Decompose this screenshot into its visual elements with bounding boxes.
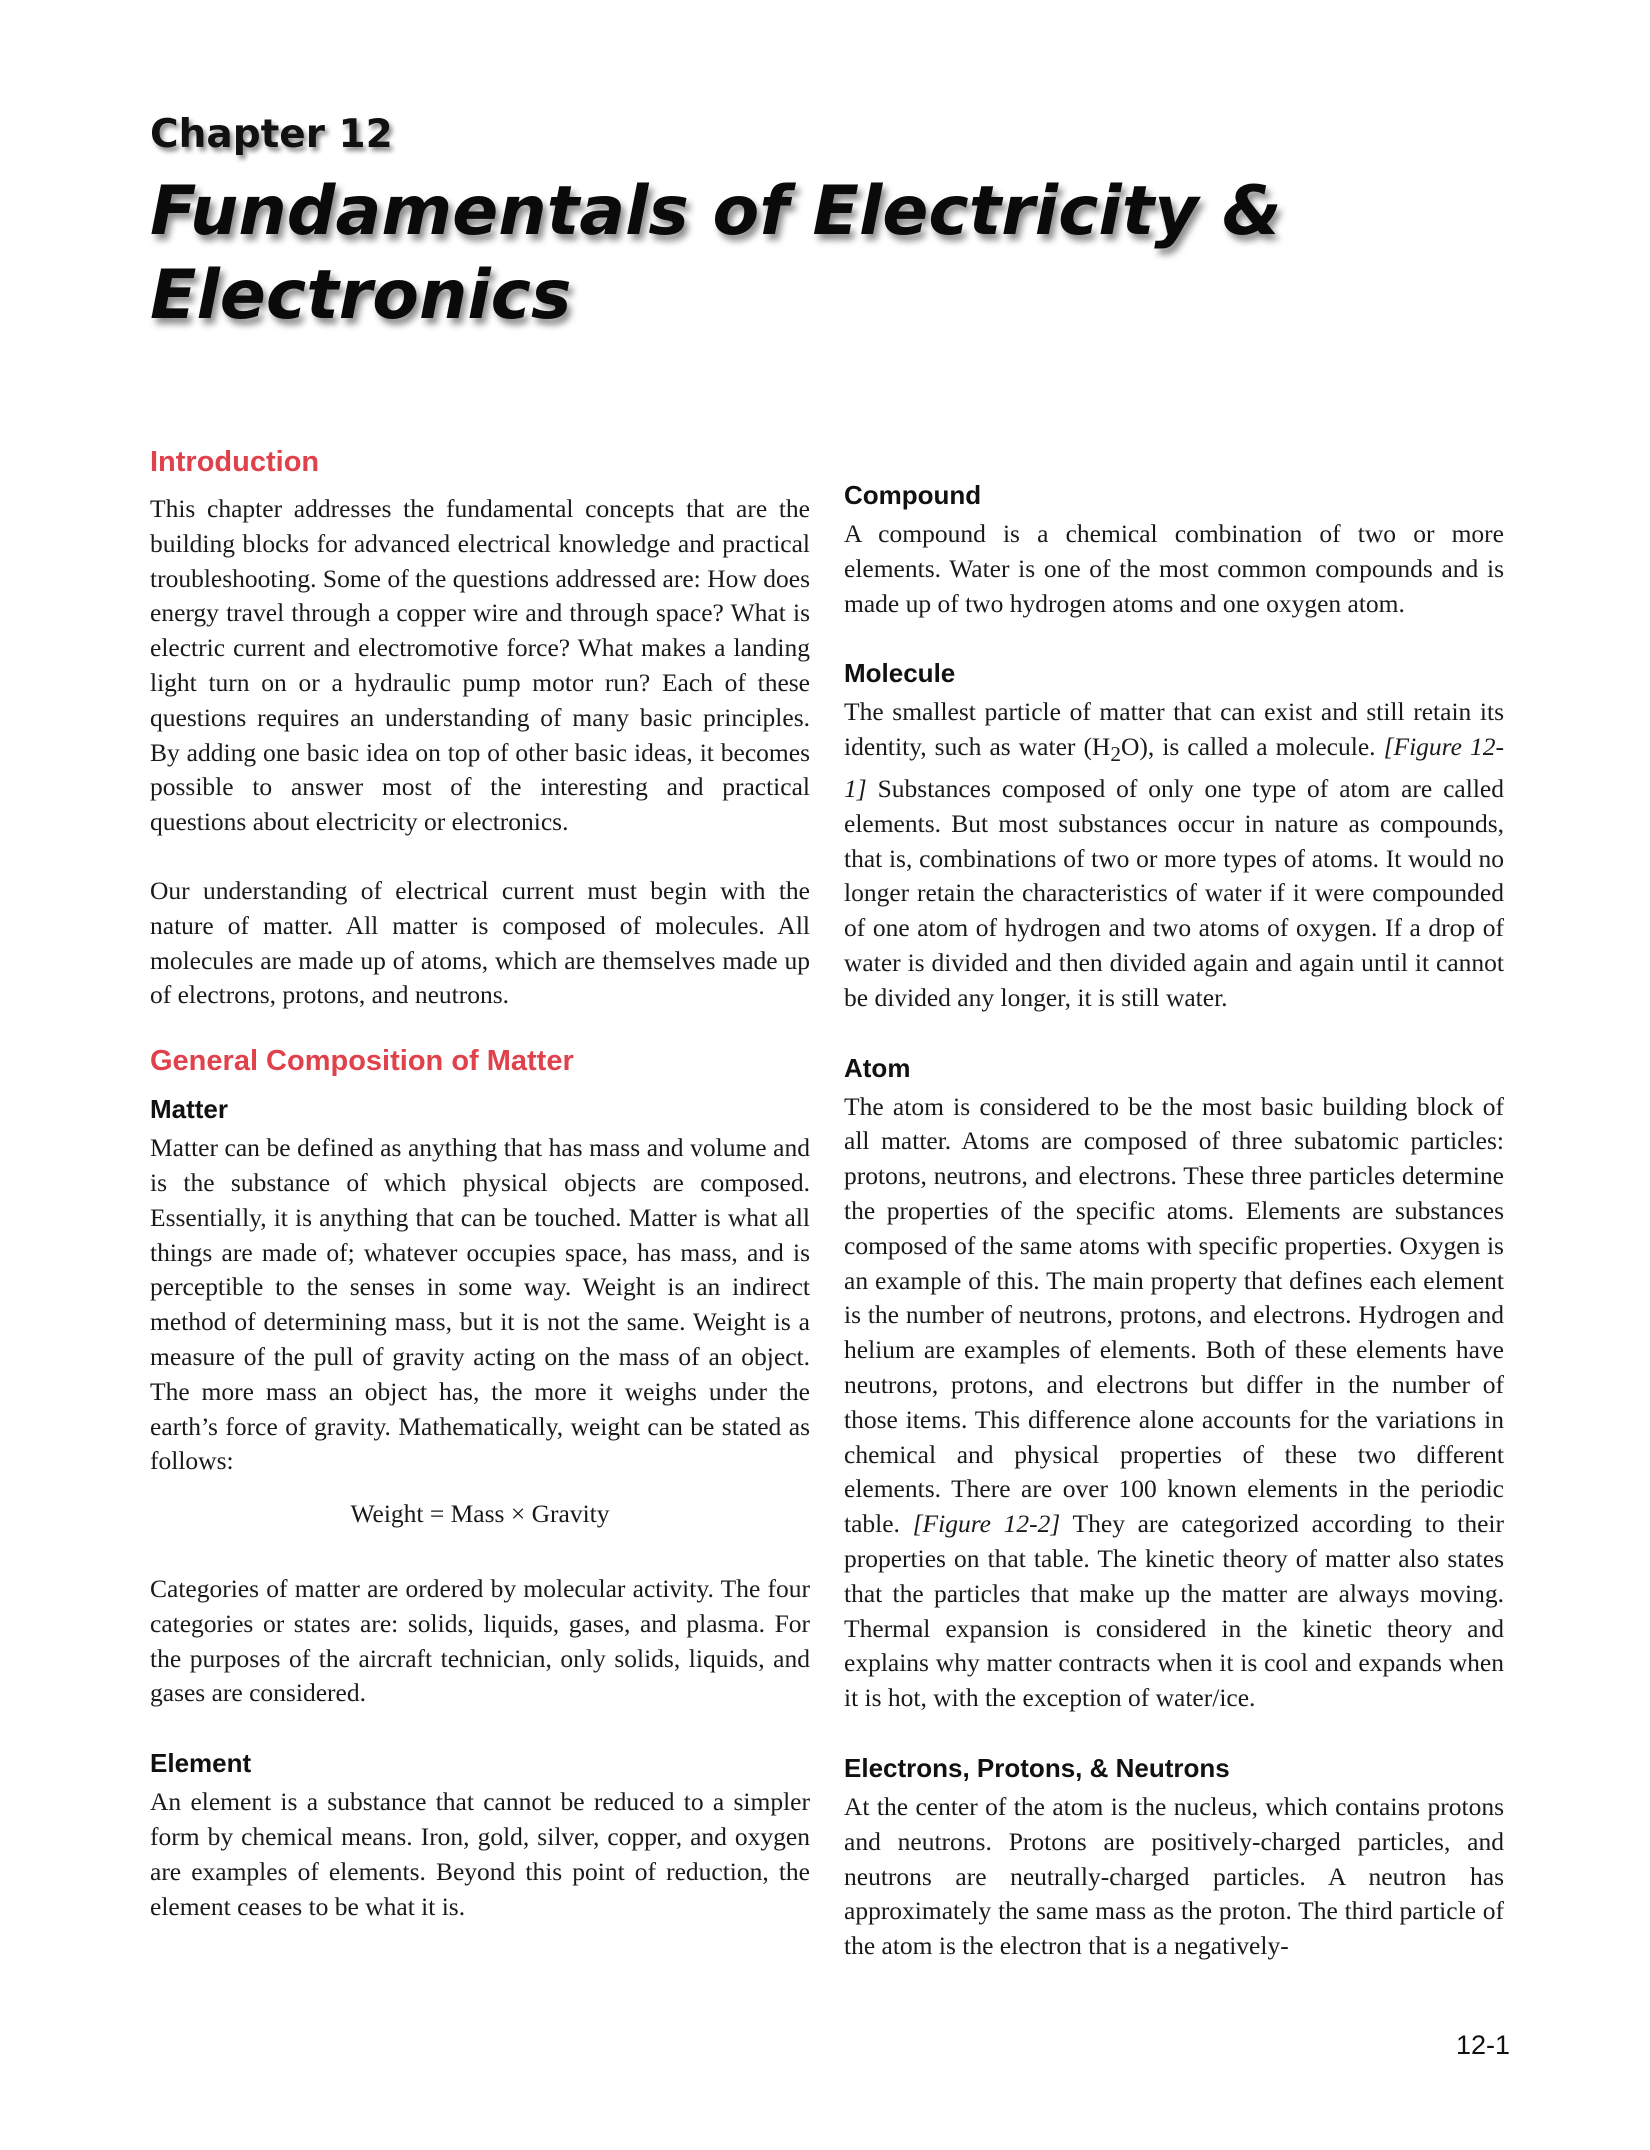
chapter-label: Chapter 12: [150, 112, 393, 157]
left-column: [150, 442, 810, 1924]
atom-text-a: The atom is considered to be the most basic building block of all matter. Atoms are composed of three subatomic particles: protons, neutrons, and electrons. These three particles determine the properties of the specific atoms. Elements are substances composed of the same atoms with specific properties. Oxygen is an example of this. The main property that defines each element is the number of neutrons, protons, and electrons. Hydrogen and helium are examples of elements. Both of these elements have neutrons, protons, and electrons but differ in the number of those items. This difference alone accounts for the variations in chemical and physical properties of these two different elements. There are over 100 known elements in the periodic table.: [844, 1091, 1504, 1539]
atom-heading: Atom: [844, 1052, 911, 1083]
introduction-paragraph-2: Our understanding of electrical current must begin with the nature of matter. All matter is composed of molecules. All molecules are made up of atoms, which are themselves made up of electrons, protons, and neutrons.: [150, 875, 810, 1010]
matter-paragraph-1: Matter can be defined as anything that has mass and volume and is the substance of which physical objects are composed. Essentially, it is anything that can be touched. Matter is what all things are made of; whatever occupies space, has mass, and is perceptible to the senses in some way. Weight is an indirect method of determining mass, but it is not the same. Weight is a measure of the pull of gravity acting on the mass of an object. The more mass an object has, the more it weighs under the earth’s force of gravity. Mathematically, weight can be stated as follows:: [150, 1133, 810, 1476]
molecule-text-b: O), is called a molecule.: [1120, 732, 1376, 762]
general-composition-heading: General Composition of Matter: [150, 1045, 574, 1078]
figure-12-1-reference[interactable]: [Figure 12-1]: [844, 732, 1505, 804]
electrons-protons-neutrons-heading: Electrons, Protons, & Neutrons: [844, 1753, 1230, 1783]
introduction-heading: Introduction: [150, 446, 320, 478]
atom-text-b: They are categorized according to their properties on that table. The kinetic theory of matter also states that the particles that make up the matter are always moving. Thermal expansion is considered in the kinetic theory and explains why matter contracts when it is cool and expands when it is hot, with the exception of water/ice.: [844, 1509, 1505, 1713]
molecule-text-a: The smallest particle of matter that can exist and still retain its identity, such as water (H: [844, 697, 1504, 762]
right-column: [844, 477, 1504, 1964]
electrons-protons-neutrons-paragraph: At the center of the atom is the nucleus, which contains protons and neutrons. Protons are positively-charged particles, and neutrons are neutrally-charged particles. A neutron has approximately the same mass as the proton. The third particle of the atom is the electron that is a negatively-: [844, 1792, 1504, 1961]
matter-heading: Matter: [150, 1094, 229, 1125]
matter-paragraph-2: Categories of matter are ordered by molecular activity. The four categories or states are: solids, liquids, gases, and plasma. For the purposes of the aircraft technician, only solids, liquids, and gases are considered.: [150, 1573, 810, 1708]
compound-heading: Compound: [844, 480, 982, 510]
molecule-text-c: Substances composed of only one type of atom are called elements. But most substances occur in nature as compounds, that is, combinations of two or more types of atoms. It would no longer retain the characteristics of water if it were compounded of one atom of hydrogen and two atoms of oxygen. If a drop of water is divided and then divided again and again until it cannot be divided any longer, it is still water.: [844, 774, 1504, 1012]
element-paragraph: An element is a substance that cannot be reduced to a simpler form by chemical means. Iron, gold, silver, copper, and oxygen are examples of elements. Beyond this point of reduction, the element ceases to be what it is.: [150, 1787, 810, 1921]
introduction-paragraph-1: This chapter addresses the fundamental concepts that are the building blocks for advanced electrical knowledge and practical troubleshooting. Some of the questions addressed are: How does energy travel through a copper wire and through space? What is electric current and electromotive force? What makes a landing light turn on or a hydraulic pump motor run? Each of these questions requires an understanding of many basic principles. By adding one basic idea on top of other basic ideas, it becomes possible to answer most of the interesting and practical questions about electricity or electronics.: [150, 494, 810, 837]
molecule-heading: Molecule: [844, 658, 956, 689]
chapter-title: Fundamentals of Electricity & Electronics: [150, 172, 1282, 335]
subscript-2: 2: [1110, 742, 1121, 767]
weight-formula: Weight = Mass × Gravity: [350, 1499, 610, 1529]
molecule-paragraph: [844, 695, 1504, 1015]
figure-12-2-reference[interactable]: [Figure 12-2]: [912, 1509, 1061, 1539]
compound-paragraph: A compound is a chemical combination of two or more elements. Water is one of the most common compounds and is made up of two hydrogen atoms and one oxygen atom.: [844, 519, 1504, 618]
atom-paragraph: [844, 1090, 1504, 1716]
element-heading: Element: [150, 1748, 252, 1779]
page-number: 12-1: [1455, 2030, 1510, 2060]
